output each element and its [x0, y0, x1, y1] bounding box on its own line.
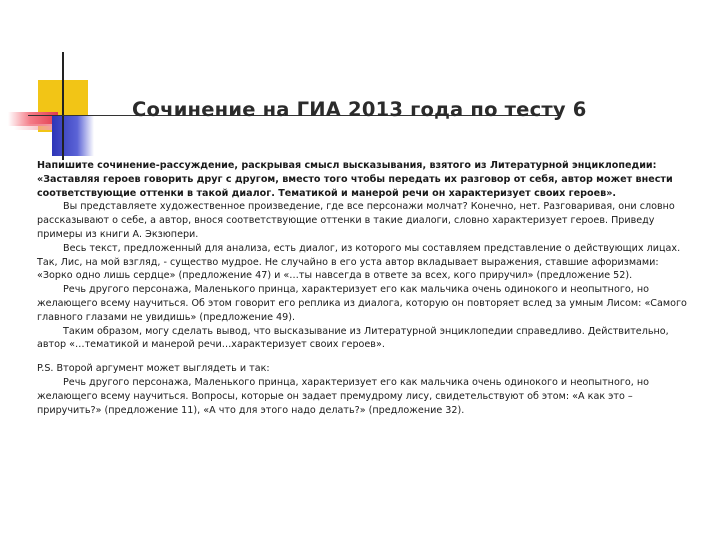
essay-task: Напишите сочинение-рассуждение, раскрывая смысл высказывания, взятого из Литературной энциклопедии: «Заставляя героев говорить друг с другом, вместо того чтобы передать их разговор от себя, автор может внести соответствующие оттенки в такой диалог. Тематикой и манерой речи он характеризует своих героев». — [37, 160, 673, 199]
slide-title: Сочинение на ГИА 2013 года по тесту 6 — [132, 98, 587, 121]
slide-body — [37, 159, 697, 417]
decor-vertical-line — [62, 52, 64, 160]
decor-pink-bar — [14, 124, 54, 130]
ps-intro: P.S. Второй аргумент может выглядеть и так: — [37, 363, 270, 375]
essay-paragraph-intro: Вы представляете художественное произведение, где все персонажи молчат? Конечно, нет. Разговаривая, они словно рассказывают о себе, а автор, внося соответствующие оттенки в такие диалоги, словно характеризует героев. Приведу примеры из книги А. Экзюпери. — [37, 201, 675, 240]
essay-paragraph-conclusion: Таким образом, могу сделать вывод, что высказывание из Литературной энциклопедии справедливо. Действительно, автор «…тематикой и манерой речи…характеризует своих героев». — [37, 325, 669, 351]
essay-paragraph-argument-1: Весь текст, предложенный для анализа, есть диалог, из которого мы составляем представление о действующих лицах. Так, Лис, на мой взгляд, - существо мудрое. Не случайно в его уста автор вкладывает выражения, ставшие афоризмами: «Зорко одно лишь сердце» (предложение 47) и «…ты навсегда в ответе за всех, кого приручил» (предложение 52). — [37, 242, 681, 282]
decor-blue-square — [52, 116, 94, 156]
essay-paragraph-argument-2: Речь другого персонажа, Маленького принца, характеризует его как мальчика очень одинокого и неопытного, но желающего всему научиться. Об этом говорит его реплика из диалога, которую он повторяет вслед за умным Лисом: «Самого главного глазами не увидишь» (предложение 49). — [37, 284, 687, 323]
ps-paragraph: Речь другого персонажа, Маленького принца, характеризует его как мальчика очень одинокого и неопытного, но желающего всему научиться. Вопросы, которые он задает премудрому лису, свидетельствуют об этом: «А как это – приручить?» (предложение 11), «А что для этого надо делать?» (предложение 32). — [37, 376, 649, 416]
spacer — [37, 352, 697, 362]
